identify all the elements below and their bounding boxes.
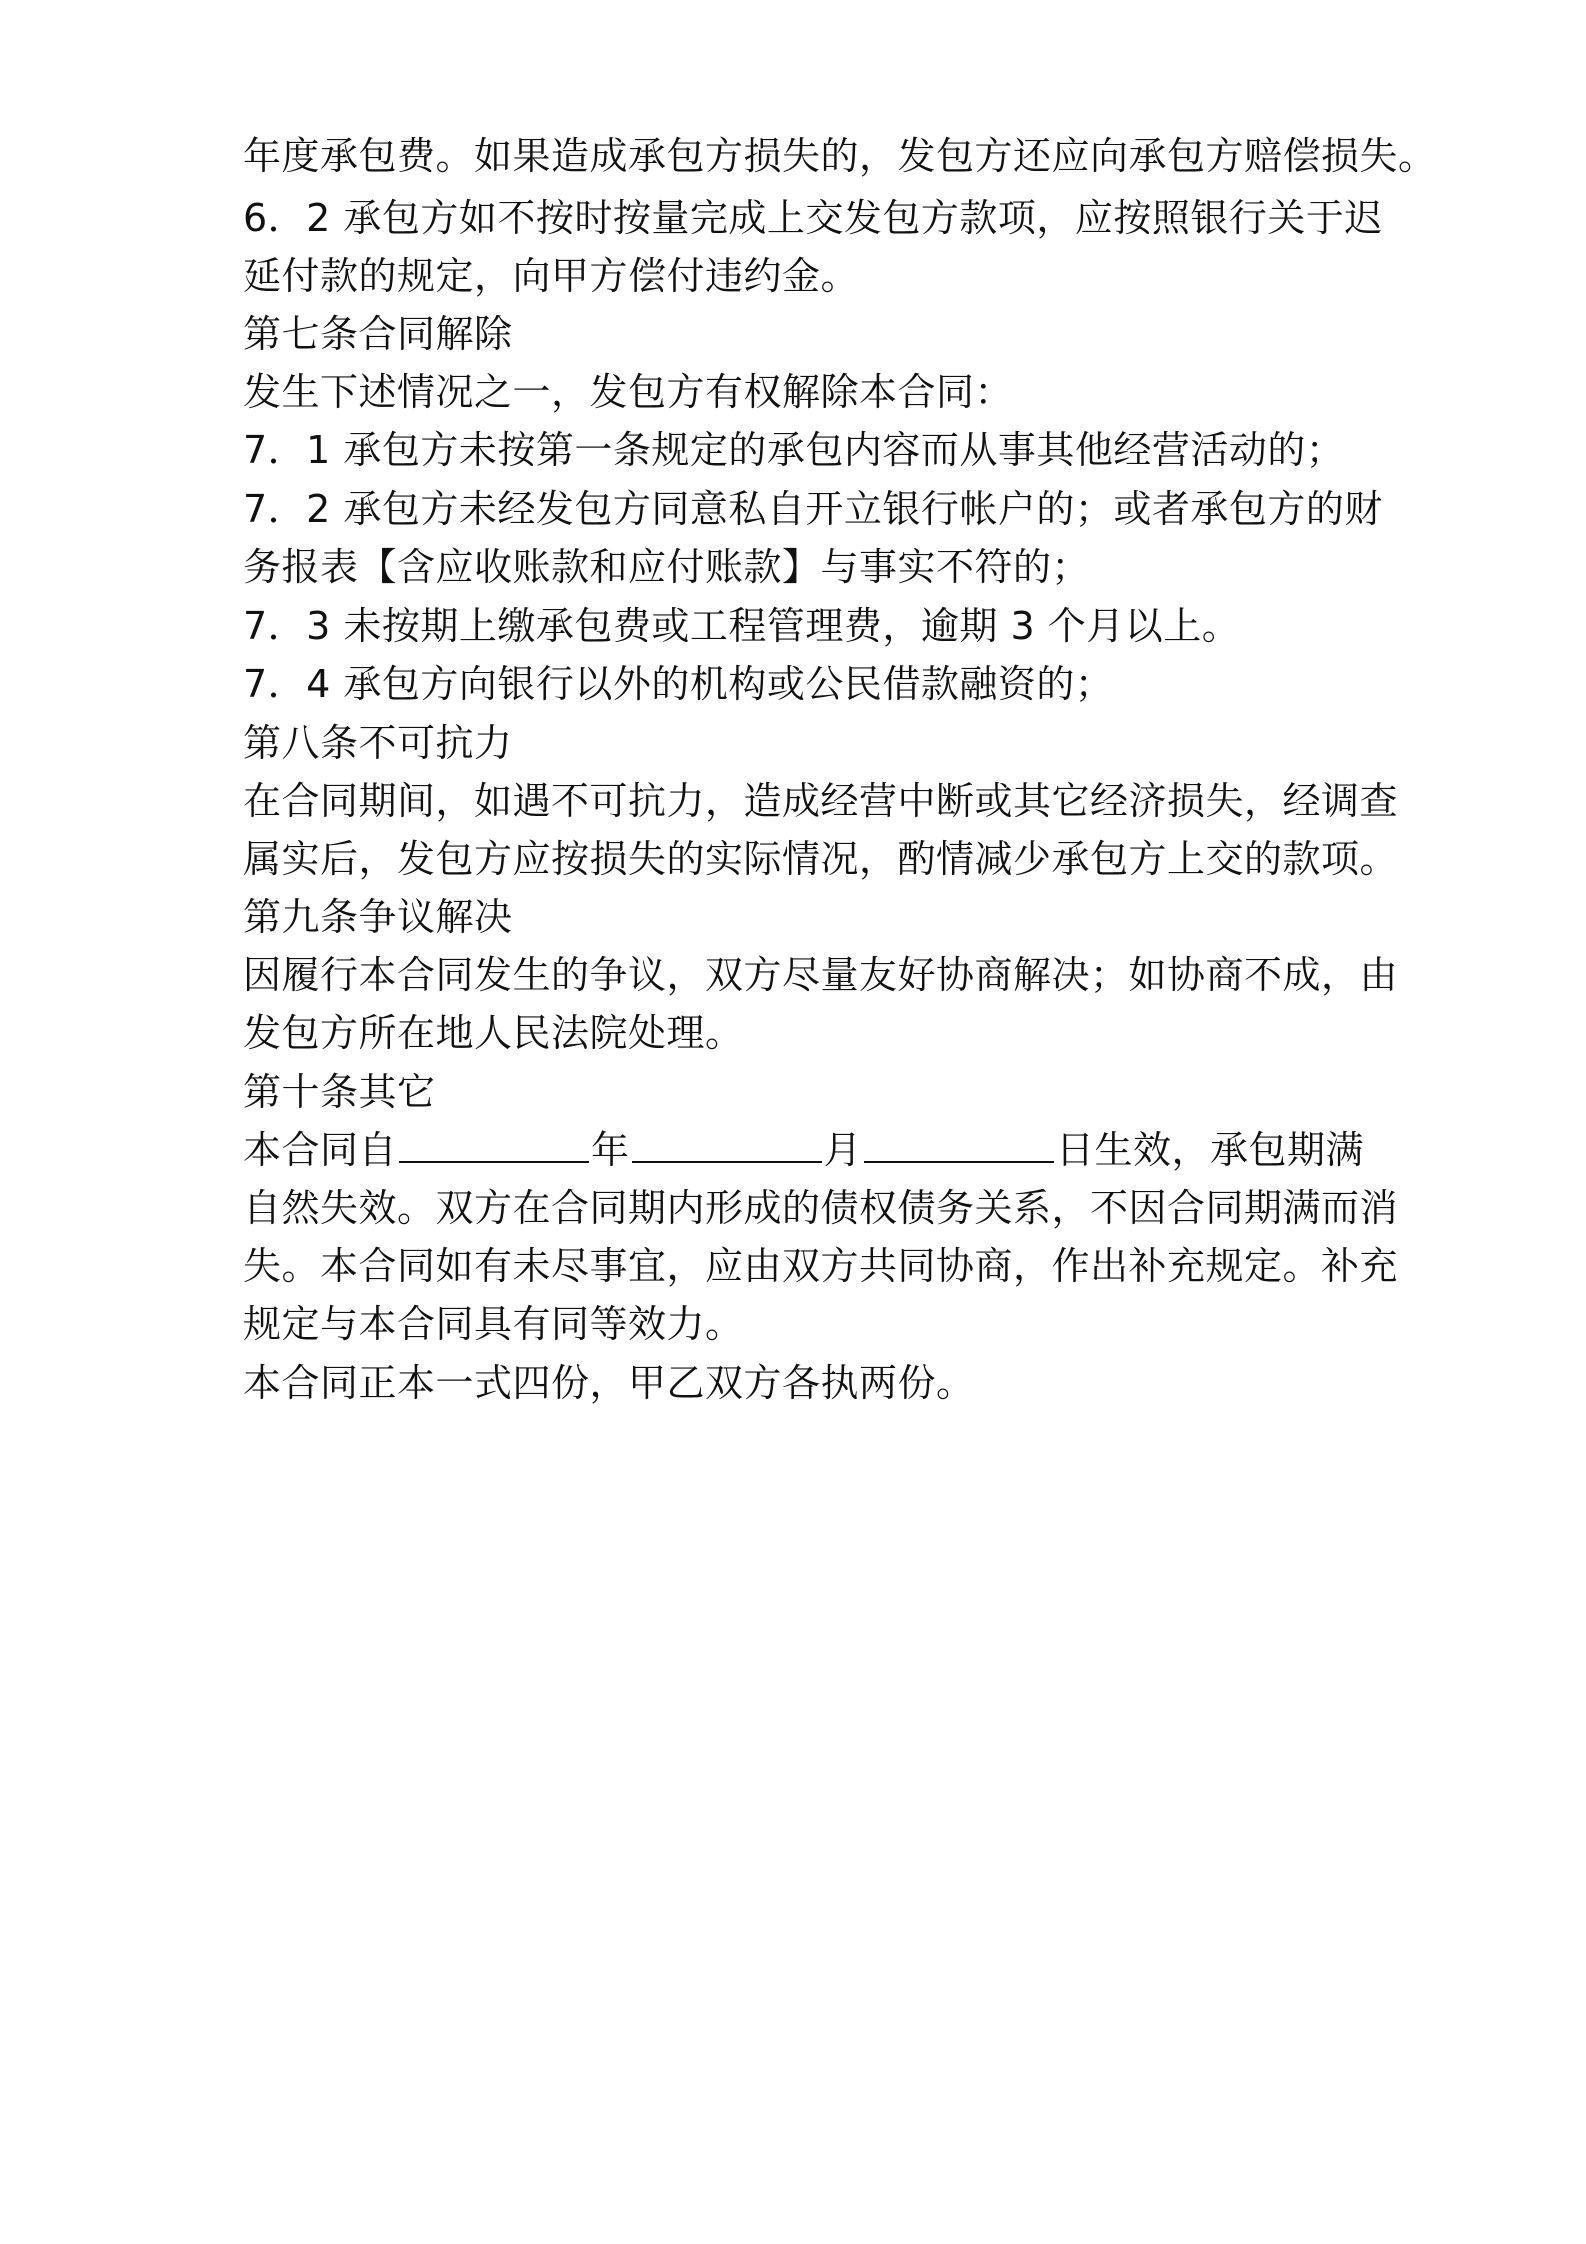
month-label: 月: [823, 1128, 863, 1172]
text-line: 属实后，发包方应按损失的实际情况，酌情减少承包方上交的款项。: [243, 837, 1399, 881]
text-line: 在合同期间，如遇不可抗力，造成经营中断或其它经济损失，经调查: [243, 779, 1399, 823]
effective-date-line: [243, 1124, 1364, 1176]
section-heading-8: 第八条不可抗力: [243, 721, 513, 765]
text-line: 年度承包费。如果造成承包方损失的，发包方还应向承包方赔偿损失。: [243, 134, 1437, 178]
clause-7-4-line: 7．4 承包方向银行以外的机构或公民借款融资的；: [243, 662, 1114, 706]
section-heading-7: 第七条合同解除: [243, 312, 513, 356]
text-line: 因履行本合同发生的争议，双方尽量友好协商解决；如协商不成，由: [243, 953, 1399, 997]
clause-7-2-line: 7．2 承包方未经发包方同意私自开立银行帐户的；或者承包方的财: [243, 487, 1383, 531]
text-line: 自然失效。双方在合同期内形成的债权债务关系，不因合同期满而消: [243, 1186, 1399, 1230]
section-heading-10: 第十条其它: [243, 1070, 436, 1114]
month-blank: [632, 1125, 822, 1163]
text-line: 发生下述情况之一，发包方有权解除本合同：: [243, 370, 1014, 414]
text-line: 延付款的规定，向甲方偿付违约金。: [243, 254, 860, 298]
year-label: 年: [591, 1128, 630, 1172]
section-heading-9: 第九条争议解决: [243, 895, 513, 939]
day-blank: [864, 1125, 1054, 1163]
clause-6-2-line: 6．2 承包方如不按时按量完成上交发包方款项，应按照银行关于迟: [243, 196, 1383, 240]
text-line: 务报表【含应收账款和应付账款】与事实不符的；: [243, 545, 1091, 589]
text-line: 规定与本合同具有同等效力。: [243, 1302, 744, 1346]
clause-7-3-line: 7．3 未按期上缴承包费或工程管理费，逾期 3 个月以上。: [243, 604, 1241, 648]
effective-prefix: 本合同自: [243, 1128, 398, 1172]
text-line: 失。本合同如有未尽事宜，应由双方共同协商，作出补充规定。补充: [243, 1244, 1399, 1288]
effective-suffix: 日生效，承包期满: [1056, 1128, 1365, 1172]
year-blank: [399, 1125, 589, 1163]
closing-line: 本合同正本一式四份，甲乙双方各执两份。: [243, 1361, 975, 1405]
text-line: 发包方所在地人民法院处理。: [243, 1011, 744, 1055]
clause-7-1-line: 7．1 承包方未按第一条规定的承包内容而从事其他经营活动的；: [243, 428, 1345, 472]
